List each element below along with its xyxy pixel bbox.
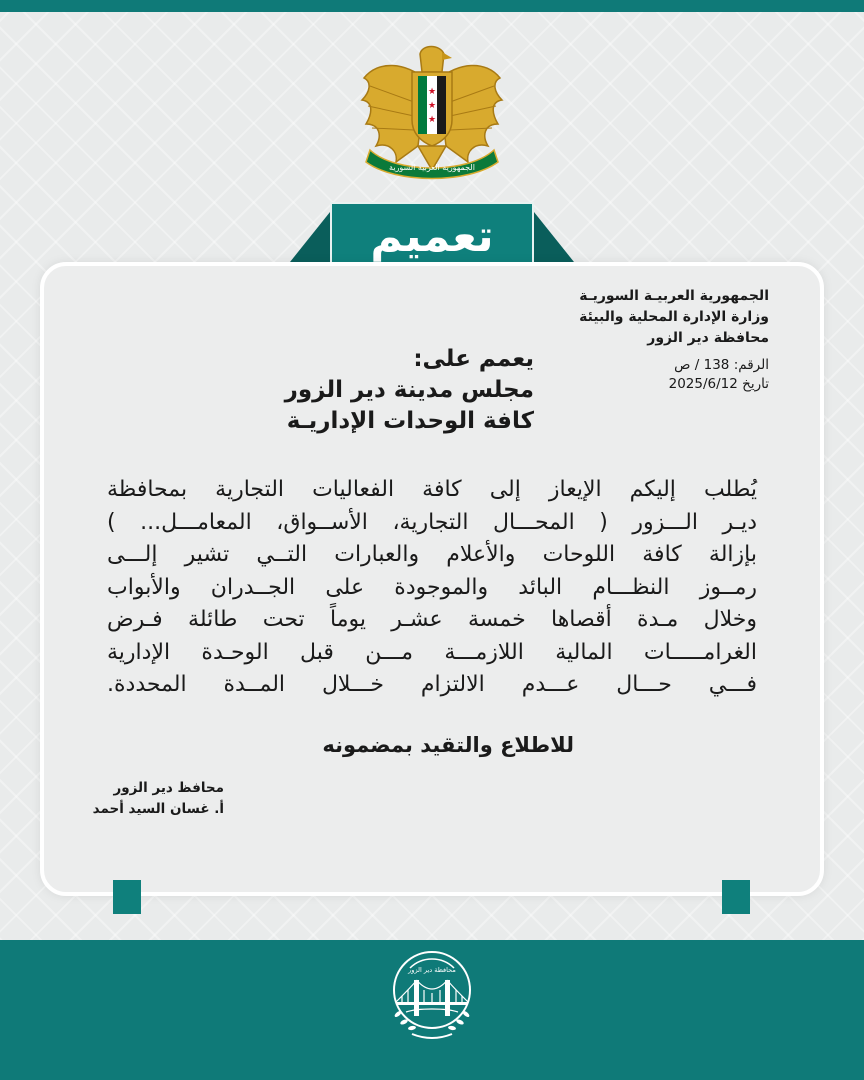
recipient-line-2: كافة الوحدات الإداريـة — [286, 408, 534, 434]
reference-number: الرقم: 138 / ص — [674, 357, 769, 373]
svg-text:★: ★ — [427, 115, 437, 125]
top-bar — [0, 0, 864, 12]
circular-body — [107, 474, 757, 702]
closing-line: للاطلاع والتقيد بمضمونه — [322, 733, 574, 757]
recipients-block — [285, 344, 534, 437]
card-tab-right — [722, 880, 750, 914]
issuer-header — [579, 286, 769, 349]
svg-text:★: ★ — [427, 101, 437, 111]
signature-name: أ. غسان السيد أحمد — [92, 801, 224, 817]
signature-title: محافظ دير الزور — [113, 780, 224, 796]
reference-date: تاريخ 2025/6/12 — [668, 376, 769, 392]
governorate-bridge-logo — [382, 946, 482, 1050]
ministry-line: وزارة الإدارة المحلية والبيئة — [579, 309, 769, 325]
page-title: تعميم — [330, 202, 534, 274]
body-line: بإزالة كافة اللوحات والأعلام والعبارات التــي تشير إلـــى — [107, 542, 757, 567]
body-line: الغرامـــــات المالية اللازمـــة مـــن قبل الوحـدة الإدارية — [107, 639, 757, 665]
emblem-ribbon-text: الجمهورية العربية السورية — [389, 163, 475, 172]
footer-logo-text: محافظة دير الزور — [408, 966, 456, 974]
svg-text:★: ★ — [427, 87, 437, 97]
body-line: رمــوز النظـــام البائد والموجودة على الجــدران والأبواب — [107, 574, 757, 600]
recipients-label: يعمم على: — [413, 346, 534, 372]
republic-line: الجمهورية العربيـة السوريـة — [579, 288, 769, 304]
body-line: يُطلب إليكم الإيعاز إلى كافة الفعاليات التجارية بمحافظة — [107, 477, 757, 502]
governorate-line: محافظة دير الزور — [647, 330, 769, 346]
recipient-line-1: مجلس مدينة دير الزور — [284, 377, 534, 403]
body-line: فـــي حـــال عـــدم الالتزام خـــلال المــدة المحددة. — [107, 672, 757, 697]
body-line: ديـر الـــزور ( المحـــال التجارية، الأســواق، المعامـــل... ) — [107, 509, 757, 535]
card-tab-left — [113, 880, 141, 914]
signature-block — [93, 778, 224, 820]
body-line: وخلال مـدة أقصاها خمسة عشـر يوماً تحت طائلة فـرض — [107, 607, 757, 632]
reference-block — [669, 356, 769, 394]
syrian-eagle-emblem — [356, 42, 508, 182]
